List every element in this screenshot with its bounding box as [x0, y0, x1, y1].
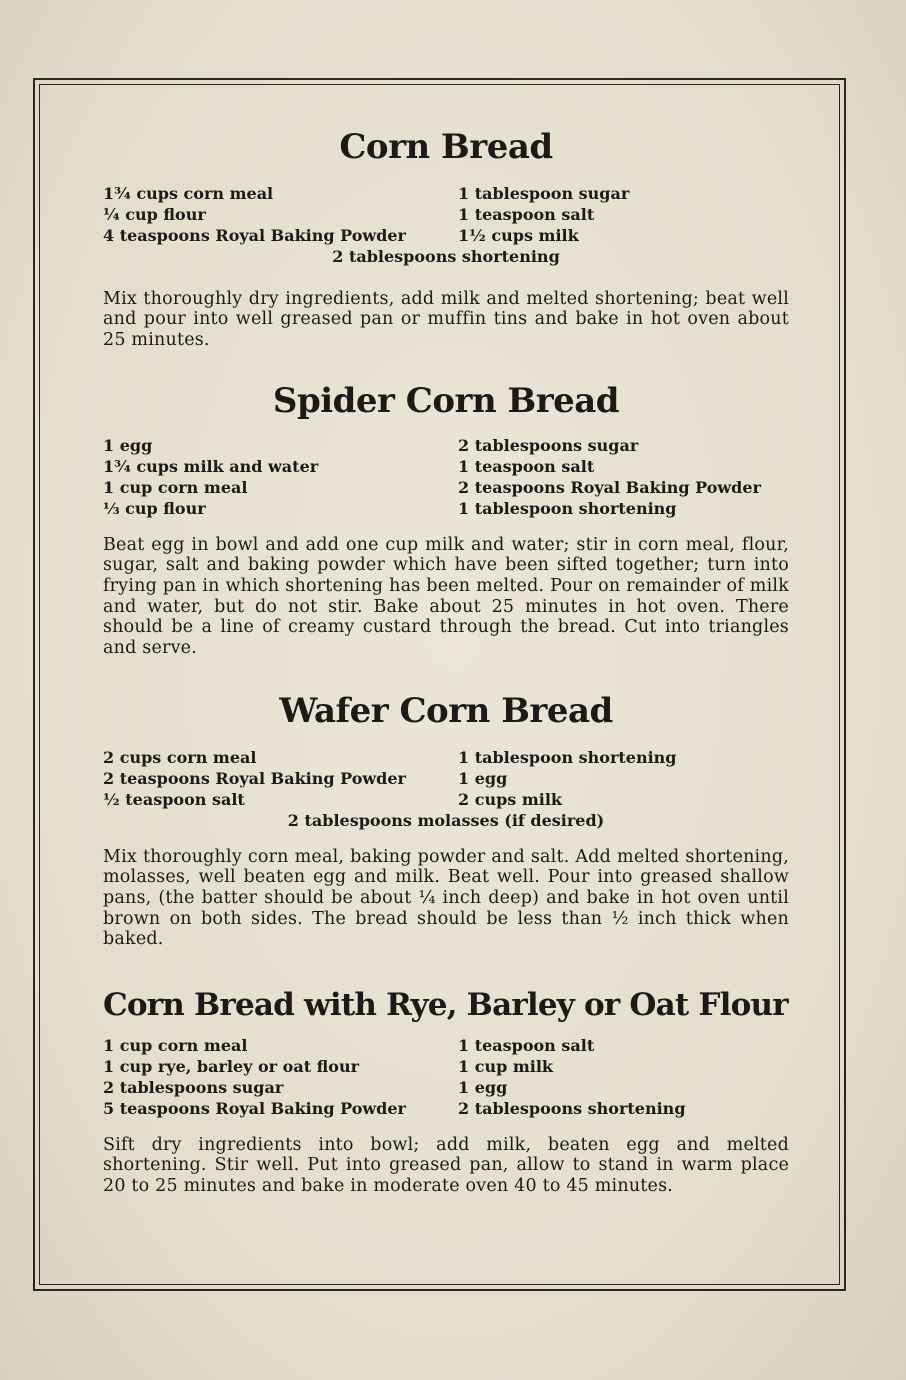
ingredient-row [103, 768, 789, 789]
ingredient-row [103, 498, 789, 519]
recipe-title: Corn Bread [339, 127, 553, 167]
ingredient-item: 4 teaspoons Royal Baking Powder [103, 225, 406, 245]
recipe-page [103, 118, 789, 1196]
ingredient-list [103, 435, 789, 519]
ingredient-item: 2 cups milk [458, 789, 563, 809]
ingredient-row [103, 183, 789, 204]
ingredient-item: 1 egg [458, 1077, 508, 1097]
ingredient-item: 1 cup corn meal [103, 1035, 248, 1055]
ingredient-item: 2 tablespoons sugar [458, 435, 639, 455]
ingredient-item: 1½ cups milk [458, 225, 579, 245]
ingredient-item: 1¾ cups corn meal [103, 183, 274, 203]
ingredient-item: 1 egg [458, 768, 508, 788]
recipe-method: Mix thoroughly corn meal, baking powder and salt. Add melted shortening, molasses, well beaten egg and milk. Beat well. Pour into greased shallow pans, (the batter should be about ¼ inch deep) and bake in hot oven until brown on both sides. The bread should be less than ½ inch thick when baked. [103, 846, 789, 950]
ingredient-item: 1¾ cups milk and water [103, 456, 319, 476]
ingredient-item: 2 teaspoons Royal Baking Powder [458, 477, 761, 497]
ingredient-item: 5 teaspoons Royal Baking Powder [103, 1098, 406, 1118]
ingredient-item: 1 tablespoon shortening [458, 498, 677, 518]
recipe-title: Spider Corn Bread [272, 381, 620, 422]
ingredient-item-centered: 2 tablespoons molasses (if desired) [287, 810, 605, 830]
ingredient-item: 1 tablespoon shortening [458, 747, 677, 767]
ingredient-list [103, 747, 789, 831]
ingredient-item-centered: 2 tablespoons shortening [332, 246, 560, 266]
ingredient-row [103, 1077, 789, 1098]
ingredient-row [103, 435, 789, 456]
recipe-method: Sift dry ingredients into bowl; add milk, beaten egg and melted shortening. Stir well. Put into greased pan, allow to stand in warm place 20 to 25 minutes and bake in moderate oven 40 to 45 minutes. [103, 1134, 789, 1196]
ingredient-item: 1 cup milk [458, 1056, 554, 1076]
ingredient-item: 1 teaspoon salt [458, 456, 595, 476]
recipe-spider-corn-bread [103, 380, 789, 658]
ingredient-item: 1 teaspoon salt [458, 1035, 595, 1055]
ingredient-item: 2 cups corn meal [103, 747, 257, 767]
ingredient-row [103, 789, 789, 810]
ingredient-item: 1 tablespoon sugar [458, 183, 630, 203]
ingredient-item: ⅓ cup flour [103, 498, 206, 518]
recipe-corn-bread [103, 126, 789, 350]
recipe-title: Corn Bread with Rye, Barley or Oat Flour [103, 986, 788, 1023]
ingredient-row [103, 1056, 789, 1077]
ingredient-list [103, 1035, 789, 1119]
ingredient-item: 1 teaspoon salt [458, 204, 595, 224]
ingredient-list [103, 183, 789, 267]
ingredient-item: ½ teaspoon salt [103, 789, 245, 809]
ingredient-item: 1 egg [103, 435, 153, 455]
ingredient-row [103, 456, 789, 477]
ingredient-item: 2 teaspoons Royal Baking Powder [103, 768, 406, 788]
ingredient-row [103, 225, 789, 246]
ingredient-item: 1 cup rye, barley or oat flour [103, 1056, 360, 1076]
ingredient-item: 2 tablespoons sugar [103, 1077, 284, 1097]
ingredient-row [103, 1035, 789, 1056]
recipe-title: Wafer Corn Bread [279, 691, 613, 732]
ingredient-item: 1 cup corn meal [103, 477, 248, 497]
recipe-wafer-corn-bread [103, 690, 789, 949]
ingredient-item: ¼ cup flour [103, 204, 206, 224]
ingredient-row [103, 204, 789, 225]
recipe-method: Mix thoroughly dry ingredients, add milk and melted shortening; beat well and pour into well greased pan or muffin tins and bake in hot oven about 25 minutes. [103, 288, 789, 350]
ingredient-row [103, 747, 789, 768]
recipe-corn-bread-rye-barley-oat [103, 986, 789, 1197]
ingredient-row [103, 477, 789, 498]
ingredient-item: 2 tablespoons shortening [458, 1098, 686, 1118]
ingredient-row [103, 1098, 789, 1119]
recipe-method: Beat egg in bowl and add one cup milk and water; stir in corn meal, flour, sugar, salt and baking powder which have been sifted together; turn into frying pan in which shortening has been melted. Pour on remainder of milk and water, but do not stir. Bake about 25 minutes in hot oven. There should be a line of creamy custard through the bread. Cut into triangles and serve. [103, 534, 789, 658]
